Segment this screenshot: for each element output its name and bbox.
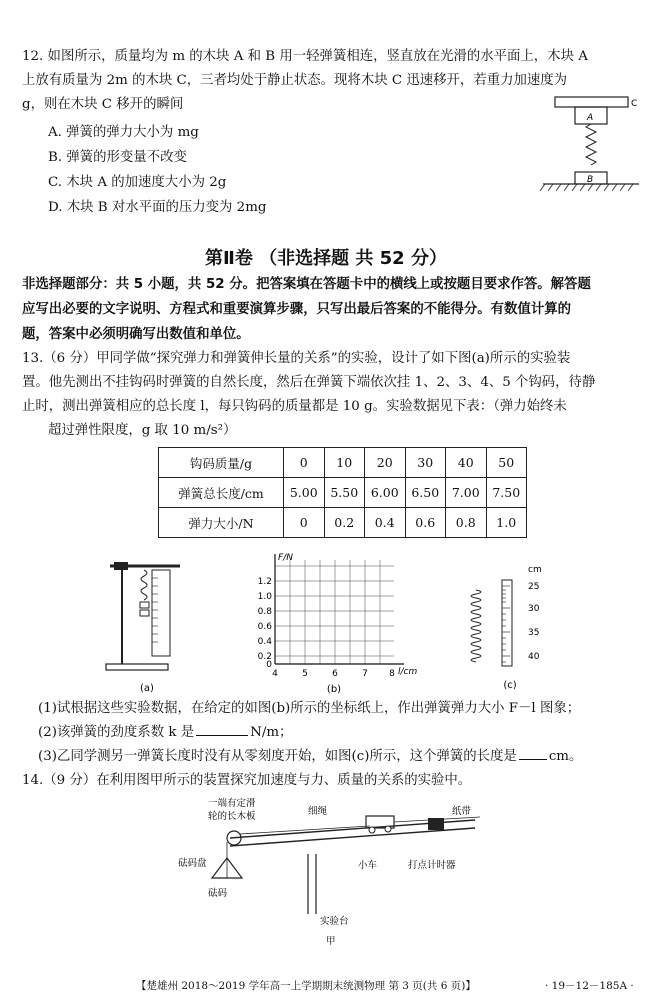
ruler-unit: cm bbox=[528, 565, 542, 575]
spring-a bbox=[141, 570, 147, 600]
x-tick: 5 bbox=[302, 669, 308, 679]
y-tick: 0.2 bbox=[257, 652, 272, 662]
y-tick: 1.2 bbox=[257, 577, 272, 587]
q13-part-2 bbox=[38, 722, 292, 744]
q13-part-3 bbox=[38, 746, 582, 768]
section-title: 第Ⅱ卷 （非选择题 共 52 分） bbox=[205, 248, 447, 269]
caption-c: (c) bbox=[503, 680, 517, 691]
caption-b: (b) bbox=[326, 684, 342, 695]
label-table: 实验台 bbox=[320, 916, 349, 927]
footer-left: 【楚雄州 2018～2019 学年高一上学期期末统测物理 第 3 页(共 6 页)】 bbox=[136, 980, 476, 992]
instructions-line-3: 题，答案中必须明确写出数值和单位。 bbox=[22, 327, 250, 342]
q12-line-1: 12. 如图所示，质量均为 m 的木块 A 和 B 用一轻弹簧相连，竖直放在光滑的水平面上，木块 A bbox=[22, 49, 588, 64]
table-cell: 5.50 bbox=[324, 478, 365, 508]
caption-a: (a) bbox=[140, 683, 154, 694]
table-cell: 0.2 bbox=[324, 508, 365, 538]
graph-y-ticks bbox=[258, 577, 273, 670]
block-a-label: A bbox=[587, 113, 594, 123]
q13-line-1: 13.（6 分）甲同学做“探究弹力和弹簧伸长量的关系”的实验，设计了如下图(a)所示的实验装 bbox=[22, 351, 571, 366]
cart-wheel bbox=[369, 827, 375, 833]
q13-part-3-unit: cm。 bbox=[548, 749, 583, 764]
ruler-c-labels bbox=[528, 582, 540, 662]
weight-a2 bbox=[140, 610, 149, 616]
table-cell: 0 bbox=[284, 448, 325, 478]
x-tick: 8 bbox=[389, 669, 395, 679]
figure-jia-apparatus bbox=[178, 796, 490, 950]
q13-part-2-text: (2)该弹簧的劲度系数 k 是 bbox=[38, 725, 195, 740]
ruler-tick-label: 25 bbox=[528, 582, 540, 592]
ruler-a-ticks bbox=[152, 578, 158, 642]
weight-a1 bbox=[140, 602, 149, 608]
q13-line-2: 置。他先测出不挂钩码时弹簧的自然长度，然后在弹簧下端依次挂 1、2、3、4、5 个钩码，待静 bbox=[22, 375, 596, 390]
label-tape: 纸带 bbox=[452, 806, 472, 817]
y-tick: 0.4 bbox=[257, 637, 272, 647]
table-row bbox=[159, 448, 527, 478]
q13-part-3-text: (3)乙同学测另一弹簧长度时没有从零刻度开始，如图(c)所示，这个弹簧的长度是 bbox=[38, 749, 517, 764]
y-tick: 0 bbox=[266, 660, 272, 670]
table-cell: 7.00 bbox=[446, 478, 487, 508]
caption-jia: 甲 bbox=[326, 936, 336, 947]
graph-x-label: l/cm bbox=[398, 667, 418, 677]
table-cell: 50 bbox=[486, 448, 527, 478]
instructions-line-2: 应写出必要的文字说明、方程式和重要演算步骤，只写出最后答案的不能得分。有数值计算的 bbox=[22, 302, 572, 317]
table-row bbox=[159, 478, 527, 508]
q12-line-2: 上放有质量为 2m 的木块 C，三者均处于静止状态。现将木块 C 迅速移开，若重力加速度为 bbox=[22, 73, 568, 88]
table-cell: 7.50 bbox=[486, 478, 527, 508]
table-cell: 20 bbox=[365, 448, 406, 478]
ruler-tick-label: 35 bbox=[528, 628, 540, 638]
stand-clamp bbox=[114, 562, 128, 570]
q12-option-c: C. 木块 A 的加速度大小为 2g bbox=[48, 175, 227, 190]
ruler-c-ticks bbox=[502, 586, 510, 662]
q12-option-d: D. 木块 B 对水平面的压力变为 2mg bbox=[48, 200, 267, 215]
table-cell: 1.0 bbox=[486, 508, 527, 538]
ruler-tick-label: 40 bbox=[528, 652, 540, 662]
label-board-1: 一端有定滑 bbox=[208, 798, 256, 809]
ruler-tick-label: 30 bbox=[528, 604, 540, 614]
q14-line: 14.（9 分）在利用图甲所示的装置探究加速度与力、质量的关系的实验中。 bbox=[22, 773, 472, 788]
instructions-line-1: 非选择题部分：共 5 小题，共 52 分。把答案填在答题卡中的横线上或按题目要求作答。解答题 bbox=[22, 277, 591, 292]
table-cell: 6.50 bbox=[405, 478, 446, 508]
table-cell: 6.00 bbox=[365, 478, 406, 508]
table-row bbox=[159, 508, 527, 538]
q12-option-b: B. 弹簧的形变量不改变 bbox=[48, 150, 187, 165]
q12-line-3: g，则在木块 C 移开的瞬间 bbox=[22, 97, 184, 112]
q13-line-4: 超过弹性限度，g 取 10 m/s²） bbox=[48, 423, 237, 438]
figure-c-ruler bbox=[456, 560, 556, 696]
spring bbox=[586, 124, 596, 165]
cart-wheel bbox=[385, 826, 391, 832]
q13-data-table bbox=[158, 447, 527, 538]
y-tick: 1.0 bbox=[257, 592, 272, 602]
ruler-a bbox=[152, 570, 170, 656]
table-cell: 0.4 bbox=[365, 508, 406, 538]
table-cell: 0.6 bbox=[405, 508, 446, 538]
stand-base bbox=[106, 664, 168, 670]
label-cart: 小车 bbox=[358, 860, 378, 871]
block-c bbox=[555, 97, 628, 107]
y-tick: 0.6 bbox=[257, 622, 272, 632]
figure-a-apparatus bbox=[100, 556, 195, 696]
label-weights: 砝码 bbox=[208, 888, 228, 899]
label-tray: 砝码盘 bbox=[178, 858, 207, 869]
y-tick: 0.8 bbox=[257, 607, 272, 617]
label-rope: 细绳 bbox=[308, 806, 328, 817]
q12-spring-blocks-figure bbox=[535, 92, 645, 204]
table-row-header: 钩码质量/g bbox=[159, 448, 284, 478]
label-board-2: 轮的长木板 bbox=[208, 811, 256, 822]
label-timer: 打点计时器 bbox=[408, 860, 456, 871]
table-row-header: 弹簧总长度/cm bbox=[159, 478, 284, 508]
x-tick: 4 bbox=[272, 669, 278, 679]
spring-c bbox=[471, 590, 481, 662]
answer-blank-k[interactable] bbox=[196, 735, 248, 736]
x-tick: 6 bbox=[332, 669, 338, 679]
table-cell: 0.8 bbox=[446, 508, 487, 538]
table-cell: 30 bbox=[405, 448, 446, 478]
table-row-header: 弹力大小/N bbox=[159, 508, 284, 538]
table-cell: 0 bbox=[284, 508, 325, 538]
graph-y-label: F/N bbox=[278, 553, 293, 563]
q13-part-1: (1)试根据这些实验数据，在给定的如图(b)所示的坐标纸上，作出弹簧弹力大小 F－l 图象； bbox=[38, 701, 581, 716]
graph-grid bbox=[275, 560, 394, 664]
graph-x-ticks bbox=[272, 669, 395, 679]
table-cell: 5.00 bbox=[284, 478, 325, 508]
x-tick: 7 bbox=[362, 669, 368, 679]
table-cell: 40 bbox=[446, 448, 487, 478]
block-c-label: C bbox=[631, 99, 638, 109]
q12-option-a: A. 弹簧的弹力大小为 mg bbox=[48, 125, 199, 140]
block-b-label: B bbox=[587, 175, 594, 185]
ruler-c bbox=[502, 580, 512, 666]
table-cell: 10 bbox=[324, 448, 365, 478]
long-board-bottom bbox=[230, 828, 475, 846]
footer-right: · 19－12－185A · bbox=[545, 980, 634, 992]
q13-part-2-unit: N/m； bbox=[250, 725, 293, 740]
ground-hatch bbox=[540, 184, 633, 191]
answer-blank-length[interactable] bbox=[519, 759, 547, 760]
q13-line-3: 止时，测出弹簧相应的总长度 l，每只钩码的质量都是 10 g。实验数据见下表：（弹力始终未 bbox=[22, 399, 567, 414]
figure-b-graph bbox=[246, 550, 421, 698]
